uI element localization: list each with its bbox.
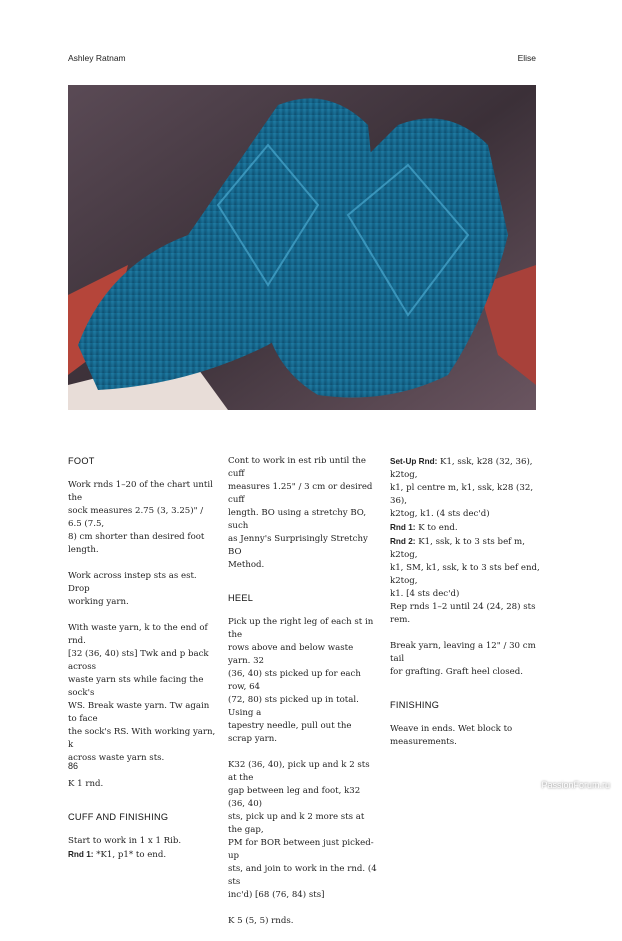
- running-head-pattern-name: Elise: [517, 53, 536, 63]
- round-label: Set-Up Rnd:: [390, 457, 438, 466]
- text-line: waste yarn sts while facing the sock's: [68, 675, 204, 698]
- text-line: [390, 455, 540, 482]
- text-line: Start to work in 1 x 1 Rib.: [68, 836, 182, 846]
- text-line: With waste yarn, k to the end of rnd.: [68, 623, 208, 646]
- text-line: [68, 848, 218, 862]
- round-text: K1, ssk, k to 3 sts bef m, k2tog,: [390, 537, 525, 560]
- text-line: across waste yarn sts.: [68, 753, 165, 763]
- round-text: *K1, p1* to end.: [93, 850, 167, 860]
- text-line: working yarn.: [68, 597, 129, 607]
- column-left: [68, 455, 218, 862]
- paragraph: [68, 835, 218, 862]
- text-line: measures 1.25" / 3 cm or desired cuff: [228, 482, 373, 505]
- column-middle: [228, 455, 378, 941]
- text-line: the sock's RS. With working yarn, k: [68, 727, 216, 750]
- paragraph: [390, 723, 540, 749]
- text-line: sts, and join to work in the rnd. (4 sts: [228, 864, 377, 887]
- text-line: Weave in ends. Wet block to: [390, 724, 513, 734]
- text-line: k1, pl centre m, k1, ssk, k28 (32, 36),: [390, 483, 534, 506]
- text-line: (72, 80) sts picked up in total. Using a: [228, 695, 359, 718]
- text-line: [390, 521, 540, 535]
- round-text: K1, ssk, k28 (32, 36), k2tog,: [390, 457, 533, 480]
- text-line: K32 (36, 40), pick up and k 2 sts at the: [228, 760, 370, 783]
- text-line: PM for BOR between just picked-up: [228, 838, 374, 861]
- text-line: [32 (36, 40) sts] Twk and p back across: [68, 649, 209, 672]
- round-label: Rnd 1:: [68, 850, 94, 859]
- text-line: Rep rnds 1–2 until 24 (24, 28) sts rem.: [390, 602, 536, 625]
- text-line: as Jenny's Surprisingly Stretchy BO: [228, 534, 368, 557]
- text-line: [390, 535, 540, 562]
- paragraph: [390, 455, 540, 627]
- page-number: 86: [68, 761, 79, 771]
- socks-illustration: [68, 85, 536, 410]
- text-line: Cont to work in est rib until the cuff: [228, 456, 367, 479]
- text-line: k2tog, k1. (4 sts dec'd): [390, 509, 490, 519]
- text-line: k1. [4 sts dec'd): [390, 589, 460, 599]
- text-line: Pick up the right leg of each st in the: [228, 617, 374, 640]
- text-line: tapestry needle, pull out the scrap yarn.: [228, 721, 352, 744]
- watermark: PassionForum.ru: [541, 780, 610, 790]
- text-line: k1, SM, k1, ssk, k to 3 sts bef end, k2tog,: [390, 563, 540, 586]
- text-line: 8) cm shorter than desired foot length.: [68, 532, 205, 555]
- text-line: for grafting. Graft heel closed.: [390, 667, 523, 677]
- knitted-socks-photo: [68, 85, 536, 410]
- text-line: length. BO using a stretchy BO, such: [228, 508, 367, 531]
- text-line: Work across instep sts as est. Drop: [68, 571, 197, 594]
- text-line: Method.: [228, 560, 265, 570]
- paragraph: [228, 616, 378, 746]
- text-line: inc'd) [68 (76, 84) sts]: [228, 890, 325, 900]
- paragraph: K 5 (5, 5) rnds.: [228, 916, 294, 926]
- text-line: gap between leg and foot, k32 (36, 40): [228, 786, 361, 809]
- section-heading-cuff: CUFF AND FINISHING: [68, 812, 169, 822]
- paragraph: [390, 640, 540, 679]
- paragraph: K 1 rnd.: [68, 779, 104, 789]
- text-line: (36, 40) sts picked up for each row, 64: [228, 669, 361, 692]
- paragraph: [68, 570, 218, 609]
- section-heading-foot: FOOT: [68, 456, 95, 466]
- text-line: Break yarn, leaving a 12" / 30 cm tail: [390, 641, 536, 664]
- round-label: Rnd 2:: [390, 537, 416, 546]
- round-label: Rnd 1:: [390, 523, 416, 532]
- text-line: measurements.: [390, 737, 457, 747]
- text-line: sock measures 2.75 (3, 3.25)" / 6.5 (7.5,: [68, 506, 204, 529]
- text-line: WS. Break waste yarn. Tw again to face: [68, 701, 210, 724]
- column-right: [390, 455, 540, 762]
- paragraph: [68, 479, 218, 557]
- text-line: sts, pick up and k 2 more sts at the gap,: [228, 812, 365, 835]
- paragraph: [228, 759, 378, 902]
- round-text: K to end.: [415, 523, 458, 533]
- section-heading-heel: HEEL: [228, 593, 254, 603]
- text-line: rows above and below waste yarn. 32: [228, 643, 354, 666]
- paragraph: [68, 622, 218, 765]
- section-heading-finishing: FINISHING: [390, 700, 440, 710]
- paragraph: [228, 455, 378, 572]
- running-head-author: Ashley Ratnam: [68, 53, 126, 63]
- text-line: Work rnds 1–20 of the chart until the: [68, 480, 213, 503]
